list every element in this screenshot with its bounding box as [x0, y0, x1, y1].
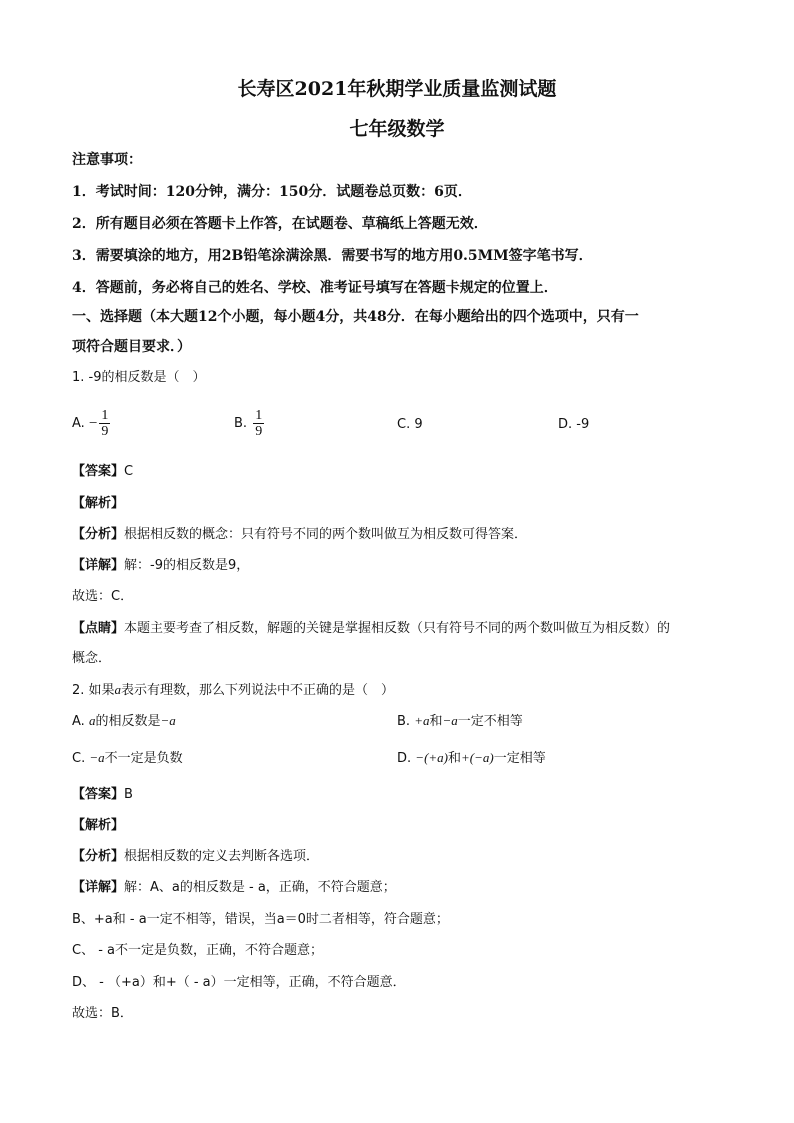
q1-fenxi — [72, 525, 527, 545]
q1-option-d: D. -9 — [558, 417, 590, 432]
q2-fenxi-text: 根据相反数的定义去判断各选项． — [124, 849, 320, 864]
q2-line-c: C、 - a不一定是负数，正确，不符合题意； — [72, 943, 323, 958]
q2-stem-post: 表示有理数，那么下列说法中不正确的是（ ） — [121, 683, 395, 698]
section-heading-line1: 一、选择题（本大题12个小题，每小题4分，共48分．在每小题给出的四个选项中，只有一 — [72, 309, 639, 325]
q1-fenxi-text: 根据相反数的概念：只有符号不同的两个数叫做互为相反数可得答案． — [124, 527, 528, 542]
q1-option-a-numerator: 1 — [101, 408, 109, 423]
q2-stem-var: a — [114, 682, 122, 697]
q2-option-a — [72, 711, 176, 732]
notice-item-2: 2．所有题目必须在答题卡上作答，在试题卷、草稿纸上答题无效． — [72, 216, 488, 232]
q1-xiangjie — [72, 556, 249, 576]
q2-option-c-expr: −a — [89, 750, 105, 765]
q2-xiangjie-text: 解：A、a的相反数是 - a，正确，不符合题意； — [124, 880, 396, 895]
q1-option-b-label: B. — [234, 416, 248, 431]
q2-answer-tag: 【答案】 — [72, 787, 125, 802]
q1-option-a-sign: − — [88, 415, 98, 432]
q2-option-c-text: 不一定是负数 — [104, 751, 183, 766]
q2-option-a-var: a — [88, 713, 96, 728]
q1-option-c: C. 9 — [397, 417, 423, 432]
q1-dianjing-text: 本题主要考查了相反数，解题的关键是掌握相反数（只有符号不同的两个数叫做互为相反数）的 — [124, 621, 671, 636]
q1-xiangjie-text: 解：-9的相反数是9， — [124, 558, 250, 573]
q2-xiangjie — [72, 878, 396, 898]
q2-fenxi — [72, 847, 319, 867]
notice-heading: 注意事项： — [72, 152, 142, 168]
q2-option-c-label: C. — [72, 751, 86, 766]
q2-stem — [72, 680, 394, 701]
q2-option-d-expr1: −(+a) — [415, 750, 448, 765]
q2-option-d-text: 一定相等 — [493, 751, 546, 766]
q2-answer-value: B — [124, 787, 133, 802]
q2-line-b: B、+a和 - a一定不相等，错误，当a＝0时二者相等，符合题意； — [72, 912, 449, 927]
q2-option-b-mid: 和 — [429, 714, 443, 729]
q2-option-d-label: D. — [397, 751, 412, 766]
q2-option-a-expr: −a — [160, 713, 176, 728]
q1-option-a — [72, 408, 110, 439]
q1-option-b — [234, 408, 264, 439]
q2-xiangjie-tag: 【详解】 — [72, 880, 125, 895]
q1-option-a-label: A. — [72, 416, 85, 431]
q2-option-b-label: B. — [397, 714, 411, 729]
q1-fenxi-tag: 【分析】 — [72, 527, 125, 542]
notice-item-1: 1．考试时间：120分钟，满分：150分．试题卷总页数：6页． — [72, 184, 472, 200]
q2-option-d-mid: 和 — [448, 751, 462, 766]
q1-option-b-fraction — [253, 408, 264, 439]
q2-answer — [72, 785, 133, 805]
notice-item-3: 3．需要填涂的地方，用2B铅笔涂满涂黑．需要书写的地方用0.5MM签字笔书写． — [72, 248, 593, 264]
q1-option-b-denominator: 9 — [255, 424, 263, 439]
q2-option-a-text: 的相反数是 — [95, 714, 161, 729]
q2-line-d: D、 - （+a）和+（ - a）一定相等，正确，不符合题意． — [72, 975, 406, 990]
q1-dianjing-tag: 【点睛】 — [72, 621, 125, 636]
q2-option-a-label: A. — [72, 714, 85, 729]
q1-dianjing — [72, 619, 670, 639]
page-title: 长寿区2021年秋期学业质量监测试题 — [237, 78, 557, 100]
q1-dianjing-line2: 概念． — [72, 651, 112, 666]
q2-option-b-expr1: +a — [414, 713, 430, 728]
q2-option-c — [72, 748, 183, 769]
q1-stem: 1. -9的相反数是（ ） — [72, 370, 206, 385]
q2-option-b — [397, 711, 523, 732]
notice-item-4: 4．答题前，务必将自己的姓名、学校、准考证号填写在答题卡规定的位置上． — [72, 280, 558, 296]
q1-answer-tag: 【答案】 — [72, 464, 125, 479]
q2-guxuan: 故选：B． — [72, 1006, 133, 1021]
q2-stem-pre: 2. 如果 — [72, 683, 115, 698]
q1-answer — [72, 462, 133, 482]
q1-option-a-fraction — [99, 408, 110, 439]
q2-option-d-expr2: +(−a) — [461, 750, 494, 765]
q2-jiexi: 【解析】 — [72, 818, 125, 833]
q2-option-b-text: 一定不相等 — [457, 714, 523, 729]
q2-option-d — [397, 748, 546, 769]
q1-option-a-denominator: 9 — [101, 424, 109, 439]
q1-jiexi: 【解析】 — [72, 496, 125, 511]
q1-option-b-numerator: 1 — [255, 408, 263, 423]
q2-fenxi-tag: 【分析】 — [72, 849, 125, 864]
q1-answer-value: C — [124, 464, 134, 479]
page-subtitle: 七年级数学 — [349, 118, 445, 140]
q1-xiangjie-tag: 【详解】 — [72, 558, 125, 573]
q1-guxuan: 故选：C． — [72, 589, 134, 604]
section-heading-line2: 项符合题目要求．） — [72, 339, 191, 355]
q2-option-b-expr2: −a — [442, 713, 458, 728]
